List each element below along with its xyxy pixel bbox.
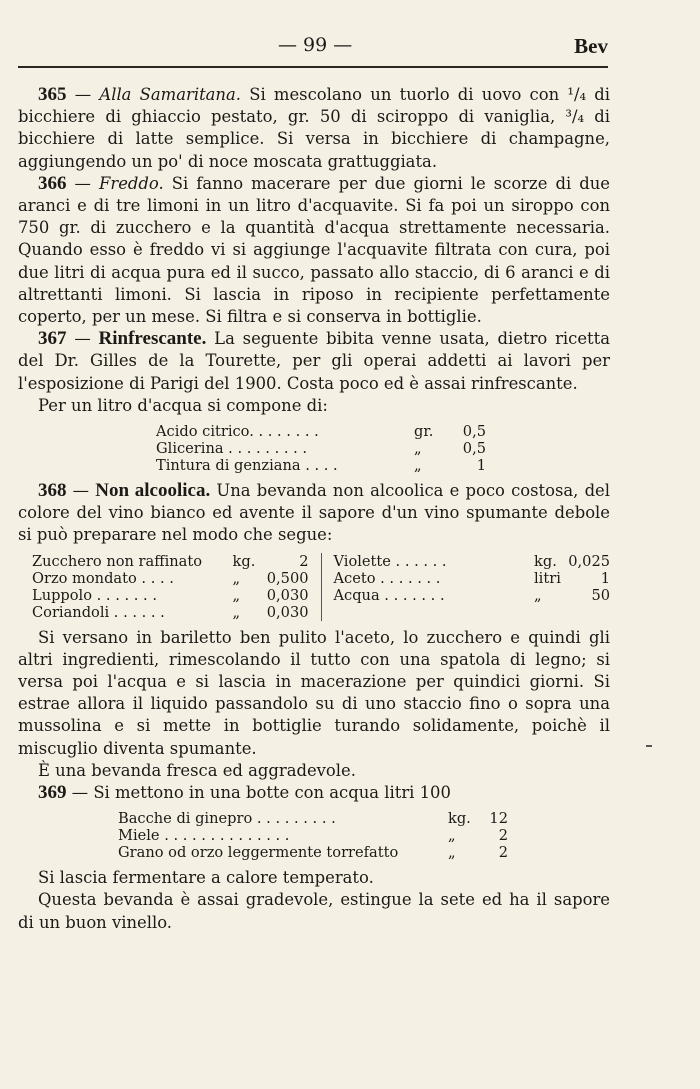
ingredient-table — [32, 553, 610, 621]
ingredient-row — [334, 570, 611, 587]
ingredient-name: Tintura di genziana . . . . — [156, 457, 338, 475]
recipe-text: Una bevanda non alcoolica e poco costosa, del colore del vino bianco ed avente il sapore d'un vino spumante debole si può preparare nel modo che segue: — [18, 481, 610, 545]
recipe-text: Si fanno macerare per due giorni le scorze di due aranci e di tre limoni in un litro d'acquavite. Si fa poi un siroppo con 750 gr. di zucchero e la quantità d'acqua strettamente necessaria. Quando esso è freddo vi si aggiunge l'acquavite filtrata con cura, poi due litri di acqua pura ed il succo, passato allo staccio, di 6 aranci e di altrettanti limoni. Si lascia in riposo in recipiente perfettamente coperto, per un mese. Si filtra e si conserva in bottiglie. — [18, 173, 610, 327]
recipe-number: 369 — [38, 782, 67, 804]
recipe-367 — [18, 328, 610, 395]
ingredient-qty: 0,5 — [462, 440, 486, 458]
ingredient-qty: 2 — [498, 844, 508, 862]
page-header — [18, 34, 608, 60]
ingredient-row — [118, 810, 508, 827]
ingredient-unit: „ — [448, 827, 456, 845]
ingredient-list — [156, 423, 486, 474]
recipe-369 — [18, 782, 610, 804]
recipe-number: 367 — [38, 328, 67, 350]
ingredient-unit: gr. — [414, 423, 434, 441]
ingredient-name: Violette . . . . . . — [333, 552, 447, 570]
ingredient-name: Glicerina . . . . . . . . . — [156, 440, 308, 458]
ingredient-row — [32, 587, 309, 604]
recipe-note: Questa bevanda è assai gradevole, estingue la sete ed ha il sapore di un buon vinello. — [18, 890, 610, 932]
ingredient-unit: kg. — [448, 810, 471, 828]
ingredient-row — [118, 844, 508, 861]
recipe-text: La seguente bibita venne usata, dietro ricetta del Dr. Gilles de la Tourette, per gli operai addetti ai lavori per l'esposizione di Parigi del 1900. Costa poco ed è assai rinfrescante. — [18, 329, 610, 393]
recipe-title: Freddo. — [99, 173, 164, 193]
ingredient-column-left — [32, 553, 309, 621]
ingredient-row — [156, 423, 486, 440]
ingredient-unit: „ — [232, 603, 241, 621]
ingredient-list — [118, 810, 508, 861]
recipe-text: Si mettono in una botte con acqua litri 100 — [93, 783, 451, 803]
ingredient-column-right — [334, 553, 611, 621]
ingredient-row — [32, 570, 309, 587]
ingredient-name: Luppolo . . . . . . . — [32, 586, 157, 604]
recipe-title: Alla Samaritana. — [99, 85, 241, 104]
ingredient-name: Zucchero non raffinato — [32, 552, 203, 570]
ingredient-qty: 0,025 — [568, 552, 611, 570]
running-head: Bev — [574, 34, 608, 58]
recipe-368 — [18, 480, 610, 547]
ingredient-unit: „ — [414, 440, 422, 458]
ingredient-name: Acqua . . . . . . . — [333, 586, 445, 604]
ingredient-name: Bacche di ginepro . . . . . . . . . — [118, 810, 336, 828]
ingredient-qty: 2 — [299, 552, 309, 570]
recipe-note: È una bevanda fresca ed aggradevole. — [38, 760, 356, 780]
recipe-366 — [18, 173, 610, 328]
ingredient-qty: 0,030 — [266, 603, 309, 621]
ingredient-unit: „ — [414, 457, 422, 475]
header-rule — [18, 66, 608, 68]
ingredient-name: Coriandoli . . . . . . — [32, 603, 165, 621]
ingredient-unit: kg. — [534, 552, 557, 570]
recipe-title: Rinfrescante. — [98, 328, 207, 350]
recipe-text: Si mescolano un tuorlo di uovo con ¹/₄ di bicchiere di ghiaccio pestato, gr. 50 di sciroppo di vaniglia, ³/₄ di bicchiere di latte semplice. Si versa in bicchiere di champagne, aggiungendo un po' di noce moscata grattuggiata. — [18, 85, 611, 171]
ingredient-qty: 0,030 — [266, 586, 309, 604]
dash: — — [66, 783, 94, 803]
ingredient-name: Aceto . . . . . . . — [333, 569, 441, 587]
ingredient-row — [156, 457, 486, 474]
recipe-intro: Per un litro d'acqua si compone di: — [38, 395, 328, 415]
ingredient-row — [156, 440, 486, 457]
ingredient-unit: „ — [232, 569, 241, 587]
ingredient-row — [334, 587, 611, 604]
ingredient-row — [32, 604, 309, 621]
ingredient-unit: „ — [232, 586, 241, 604]
ingredient-name: Grano od orzo leggermente torrefatto — [118, 844, 399, 862]
ingredient-name: Miele . . . . . . . . . . . . . . — [118, 827, 290, 845]
page-number: — 99 — — [278, 34, 353, 56]
ingredient-row — [118, 827, 508, 844]
recipe-number: 365 — [38, 84, 67, 105]
ingredient-qty: 50 — [591, 586, 611, 604]
recipe-instructions: Si versano in bariletto ben pulito l'aceto, lo zucchero e quindi gli altri ingredienti, rimescolando il tutto con una spatola di legno; si versa poi l'acqua e si lascia in macerazione per quindici giorni. Si estrae allora il liquido passandolo su di uno staccio fino o sopra una mussolina e si mette in bottiglie turando solidamente, poichè il miscuglio diventa spumante. — [18, 627, 610, 758]
recipe-instructions: Si lascia fermentare a calore temperato. — [38, 868, 374, 888]
dash: — — [66, 173, 100, 193]
ingredient-row — [32, 553, 309, 570]
recipe-number: 366 — [38, 172, 67, 194]
ingredient-name: Orzo mondato . . . . — [32, 569, 174, 587]
dash: — — [66, 85, 100, 104]
ingredient-qty: 0,500 — [266, 569, 309, 587]
recipe-title: Non alcoolica. — [95, 480, 211, 502]
ingredient-qty: 2 — [498, 827, 508, 845]
page-body — [18, 84, 610, 934]
ingredient-qty: 1 — [476, 457, 486, 475]
recipe-number: 368 — [38, 480, 67, 502]
ingredient-row — [334, 553, 611, 570]
dash: — — [66, 481, 96, 501]
ingredient-name: Acido citrico. . . . . . . . — [156, 423, 319, 441]
ingredient-qty: 1 — [600, 569, 611, 587]
dash: — — [66, 329, 99, 349]
ingredient-unit: „ — [534, 586, 542, 604]
recipe-365 — [18, 84, 610, 173]
column-divider — [321, 553, 322, 621]
ingredient-qty: 0,5 — [462, 423, 486, 441]
ingredient-unit: „ — [448, 844, 456, 862]
margin-mark — [646, 745, 652, 747]
ingredient-unit: litri — [534, 569, 561, 587]
ingredient-unit: kg. — [232, 552, 256, 570]
ingredient-qty: 12 — [489, 810, 508, 828]
